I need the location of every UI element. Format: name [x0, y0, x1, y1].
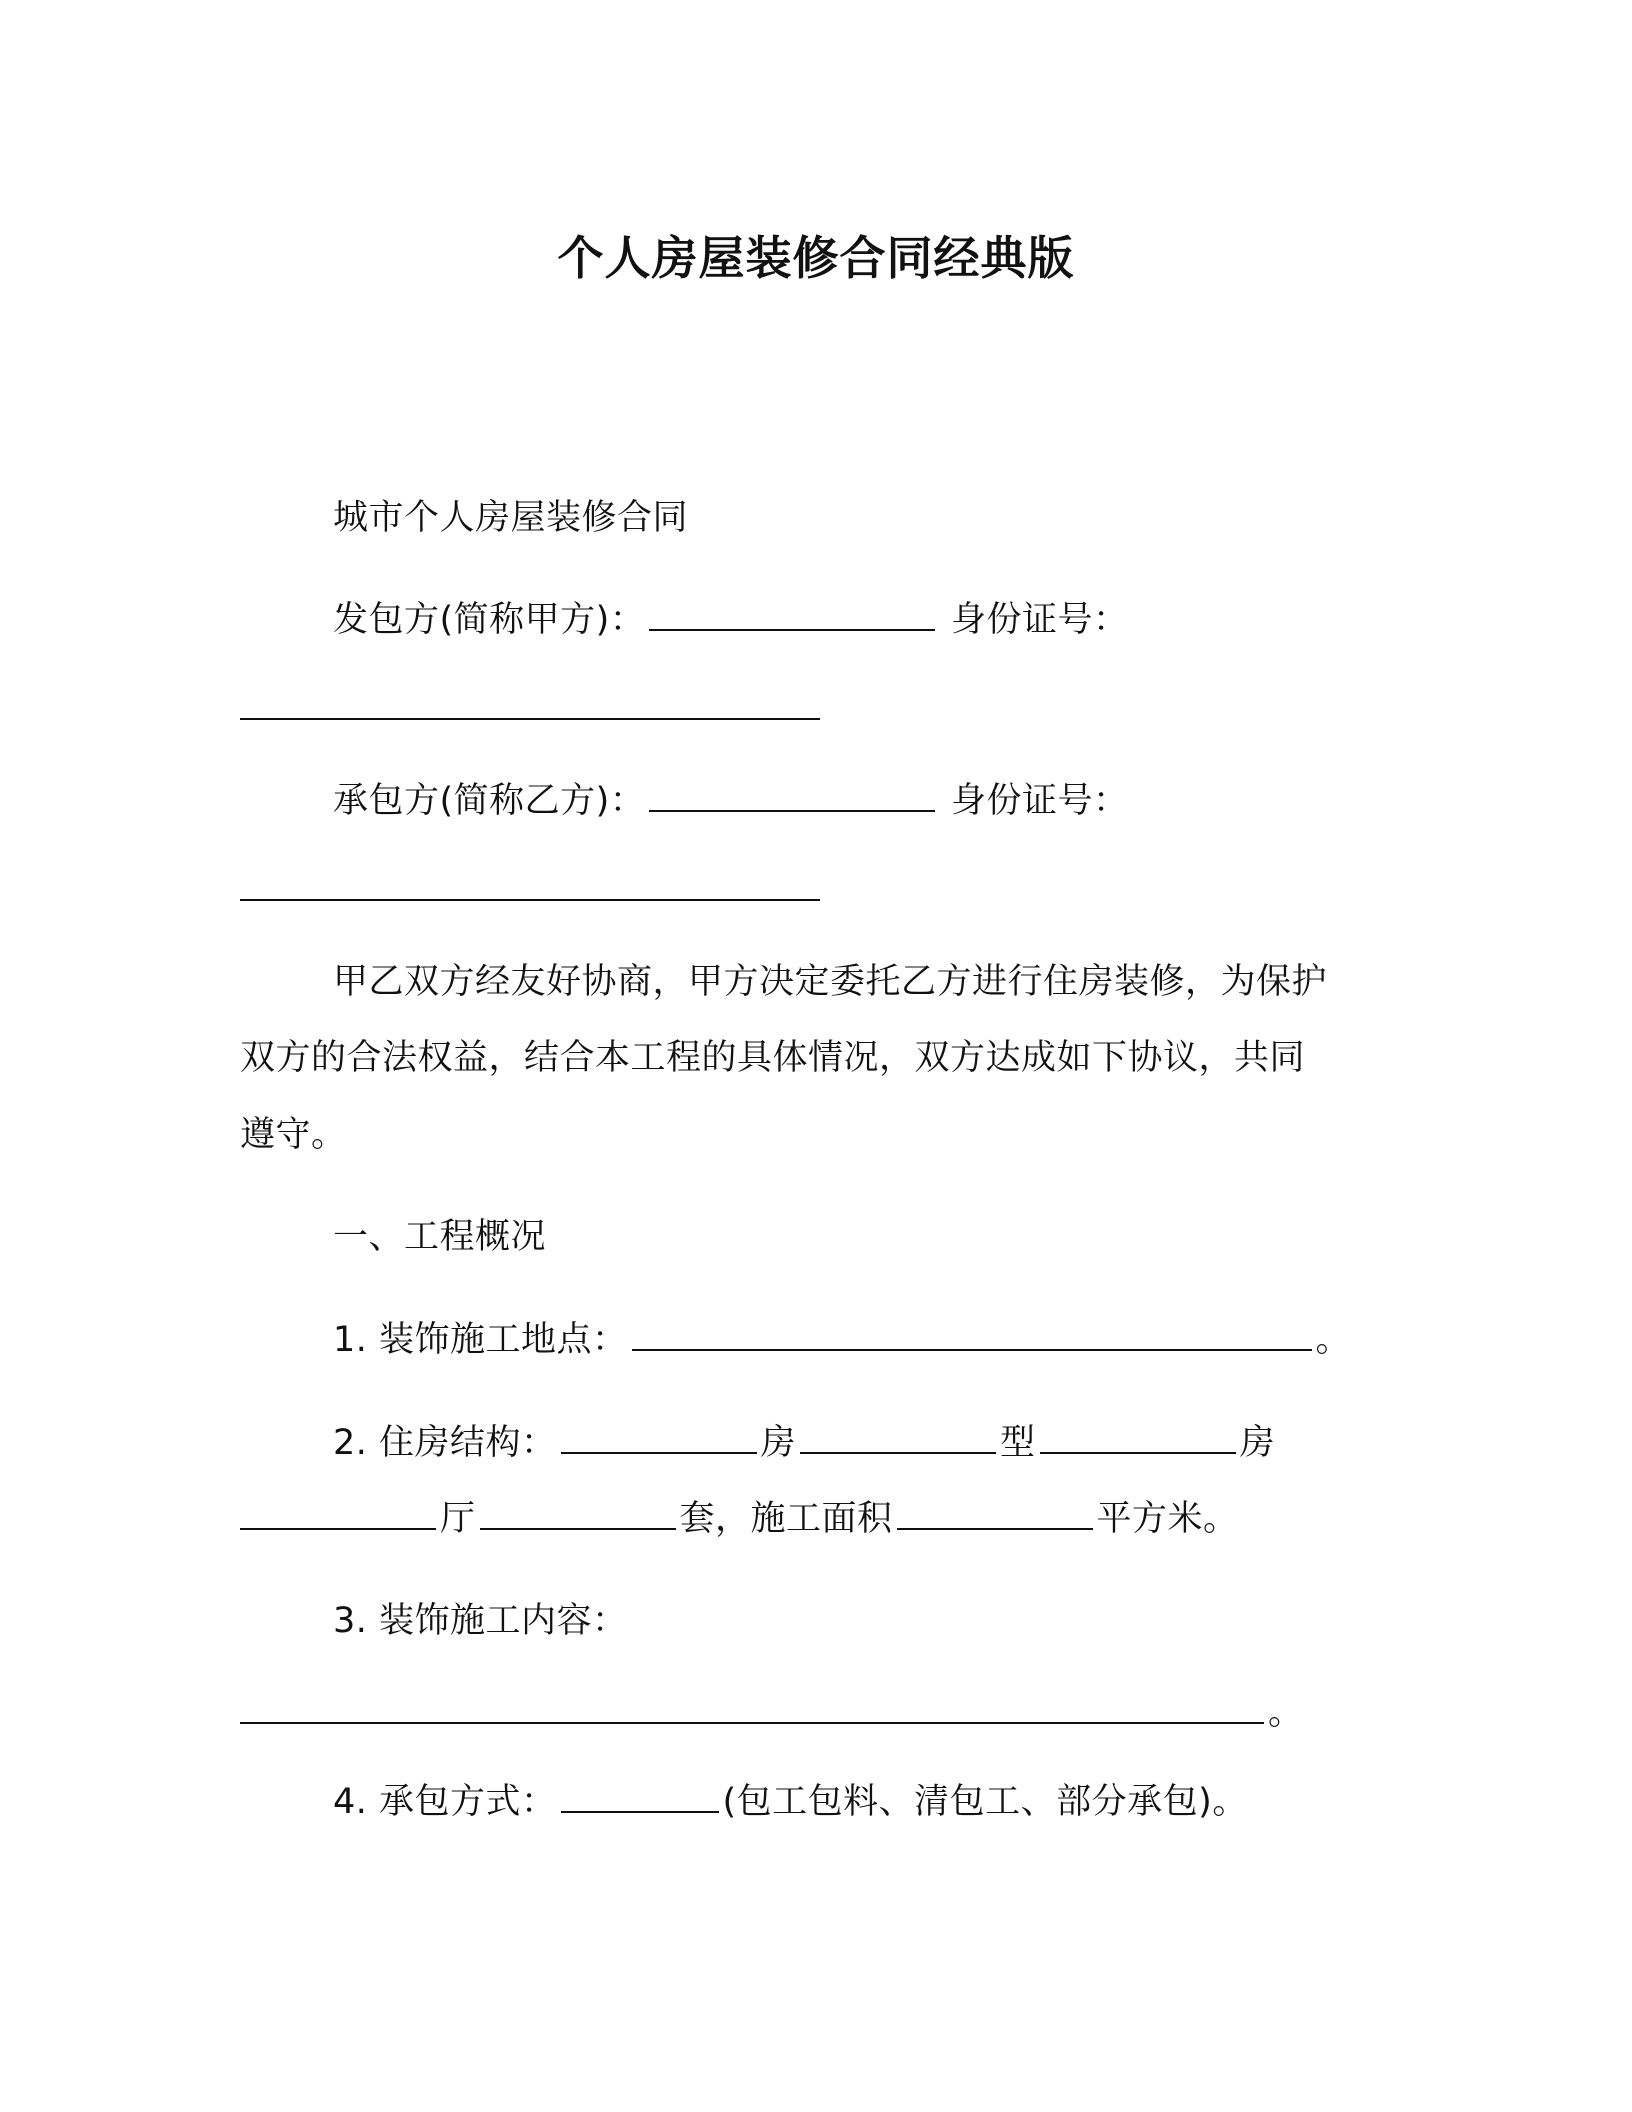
word-unit: 平方米。: [1096, 1499, 1239, 1539]
room-count-field[interactable]: [561, 1424, 757, 1454]
word-fang-1: 房: [760, 1423, 797, 1463]
preamble-text-3: 遵守。: [240, 1115, 347, 1155]
party-b-id-field[interactable]: [240, 899, 820, 901]
party-b-row: [333, 779, 1128, 823]
item-3-end: 。: [1268, 1693, 1304, 1733]
party-a-row: [333, 598, 1128, 642]
word-xing: 型: [1000, 1423, 1036, 1463]
item-1-row: [333, 1318, 1351, 1362]
item-4-row: [333, 1780, 1248, 1824]
party-b-name-field[interactable]: [649, 782, 935, 812]
party-a-name-field[interactable]: [649, 601, 935, 631]
hall-count-field[interactable]: [240, 1500, 436, 1530]
preamble-text-1: 甲乙双方经友好协商，甲方决定委托乙方进行住房装修，为保护: [333, 962, 1328, 1002]
word-ting: 厅: [440, 1499, 476, 1539]
preamble-line-3: [240, 1113, 347, 1157]
item-3-row-cont: [240, 1691, 1304, 1735]
item-3-row: [333, 1599, 628, 1643]
item-1-label: 1. 装饰施工地点：: [333, 1320, 628, 1360]
word-tao: 套，施工面积: [679, 1499, 893, 1539]
preamble-line-1: [333, 960, 1327, 1004]
party-b-label: 承包方(简称乙方)：: [333, 781, 646, 821]
item-2-row: [333, 1421, 1275, 1465]
bedroom-count-field[interactable]: [1040, 1424, 1236, 1454]
contract-method-field[interactable]: [561, 1783, 719, 1813]
construction-location-field[interactable]: [632, 1321, 1312, 1351]
item-4-label: 4. 承包方式：: [333, 1782, 557, 1822]
item-2-row-cont: [240, 1497, 1239, 1541]
party-a-label: 发包方(简称甲方)：: [333, 600, 646, 640]
construction-content-field[interactable]: [240, 1694, 1264, 1724]
party-a-id-label: 身份证号：: [950, 600, 1129, 640]
item-1-end: 。: [1315, 1320, 1352, 1360]
party-a-id-field[interactable]: [240, 718, 820, 720]
construction-area-field[interactable]: [897, 1500, 1093, 1530]
word-fang-2: 房: [1239, 1423, 1276, 1463]
suite-count-field[interactable]: [480, 1500, 676, 1530]
section-1-heading: [333, 1215, 546, 1259]
party-b-id-label: 身份证号：: [950, 781, 1129, 821]
document-title: 个人房屋装修合同经典版: [557, 231, 1075, 285]
section-1-heading-text: 一、工程概况: [333, 1217, 547, 1257]
item-4-options: (包工包料、清包工、部分承包)。: [722, 1782, 1248, 1822]
contract-subtitle: [333, 496, 688, 540]
layout-type-field[interactable]: [800, 1424, 996, 1454]
item-3-label: 3. 装饰施工内容：: [333, 1601, 628, 1641]
item-2-label: 2. 住房结构：: [333, 1423, 557, 1463]
subtitle-text: 城市个人房屋装修合同: [333, 498, 689, 538]
preamble-text-2: 双方的合法权益，结合本工程的具体情况，双方达成如下协议，共同: [240, 1038, 1306, 1078]
preamble-line-2: [240, 1036, 1305, 1080]
